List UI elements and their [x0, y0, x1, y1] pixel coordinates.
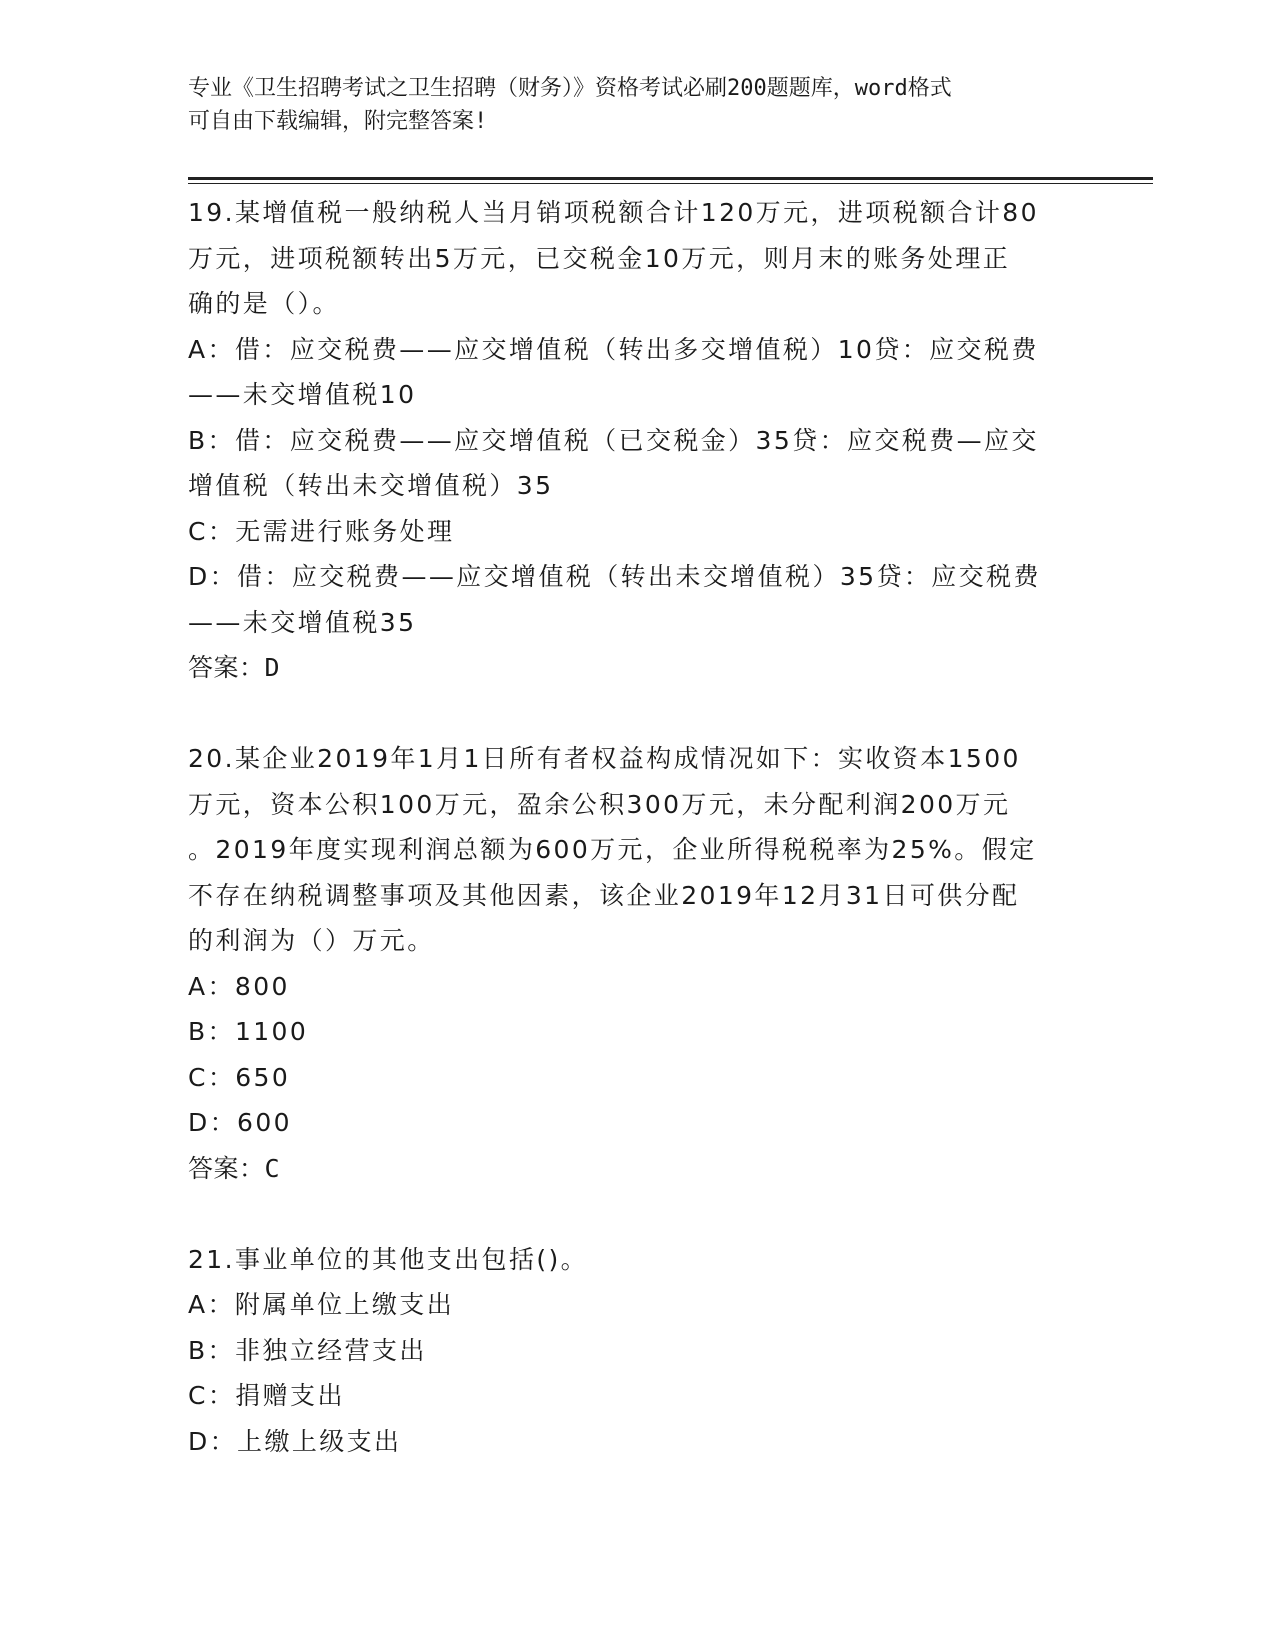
option-d	[188, 554, 1088, 645]
option-d: D：上缴上级支出	[188, 1426, 402, 1456]
header-line-1: 专业《卫生招聘考试之卫生招聘（财务）》资格考试必刷200题题库，word格式	[188, 76, 952, 101]
question-20	[188, 736, 1088, 1191]
option-line: D：借：应交税费——应交增值税（转出未交增值税）35贷：应交税费	[188, 562, 1041, 591]
question-stem-line: 万元，资本公积100万元，盈余公积300万元，未分配利润200万元	[188, 789, 1011, 819]
document-header	[188, 72, 1088, 138]
question-stem-line: 。2019年度实现利润总额为600万元，企业所得税税率为25%。假定	[188, 835, 1037, 864]
option-b: B：1100	[188, 1017, 309, 1046]
option-a: A：800	[188, 971, 290, 1001]
header-divider-thin	[188, 183, 1153, 184]
question-stem-line: 19.某增值税一般纳税人当月销项税额合计120万元，进项税额合计80	[188, 198, 1039, 227]
option-b	[188, 418, 1088, 509]
option-line: ——未交增值税10	[188, 380, 417, 409]
answer-line: 答案：C	[188, 1153, 281, 1183]
question-19	[188, 190, 1088, 691]
option-a	[188, 327, 1088, 418]
header-line-2: 可自由下载编辑，附完整答案!	[188, 109, 488, 134]
question-21	[188, 1237, 1088, 1465]
question-stem-line: 20.某企业2019年1月1日所有者权益构成情况如下：实收资本1500	[188, 744, 1021, 773]
option-line: A：借：应交税费——应交增值税（转出多交增值税）10贷：应交税费	[188, 334, 1039, 364]
question-spacer	[188, 691, 1088, 737]
option-a: A：附属单位上缴支出	[188, 1290, 455, 1319]
option-c: C：650	[188, 1062, 291, 1092]
option-line: C：无需进行账务处理	[188, 516, 455, 546]
question-stem-line: 21.事业单位的其他支出包括()。	[188, 1244, 589, 1274]
question-list	[188, 190, 1088, 1464]
option-c: C：捐赠支出	[188, 1381, 345, 1410]
option-d: D：600	[188, 1108, 292, 1137]
question-stem-line: 万元，进项税额转出5万元，已交税金10万元，则月末的账务处理正	[188, 243, 1011, 273]
option-line: 增值税（转出未交增值税）35	[188, 471, 554, 500]
question-stem-line: 确的是（）。	[188, 289, 340, 318]
header-divider-thick	[188, 177, 1153, 180]
question-stem-line: 不存在纳税调整事项及其他因素，该企业2019年12月31日可供分配	[188, 880, 1020, 910]
option-c	[188, 509, 1088, 555]
option-line: B：借：应交税费——应交增值税（已交税金）35贷：应交税费—应交	[188, 425, 1039, 455]
question-stem-line: 的利润为（）万元。	[188, 926, 435, 955]
option-b: B：非独立经营支出	[188, 1335, 427, 1365]
answer-line: 答案：D	[188, 653, 281, 682]
option-line: ——未交增值税35	[188, 607, 417, 637]
question-spacer	[188, 1191, 1088, 1237]
